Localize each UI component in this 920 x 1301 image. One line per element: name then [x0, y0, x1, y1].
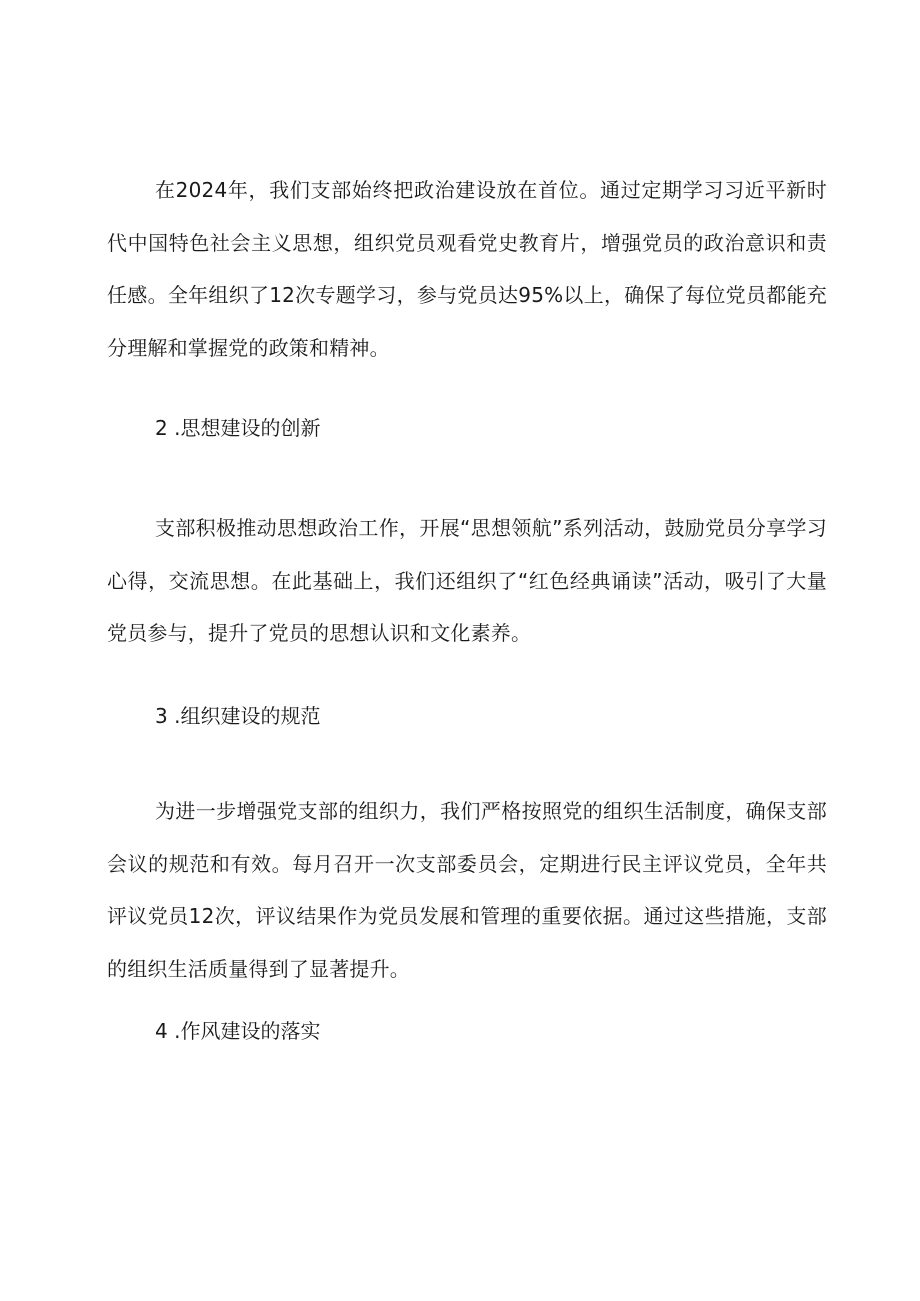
section-heading-work-style-building: 4 .作风建设的落实	[155, 1019, 321, 1043]
paragraph-organizational-building: 为进一步增强党支部的组织力，我们严格按照党的组织生活制度，确保支部会议的规范和有效。每月召开一次支部委员会，定期进行民主评议党员，全年共评议党员12次，评议结果作为党员发展和管理的重要依据。通过这些措施，支部的组织生活质量得到了显著提升。	[107, 799, 827, 981]
section-heading-organizational-building: 3 .组织建设的规范	[155, 704, 321, 728]
paragraph-ideological-building: 支部积极推动思想政治工作，开展“思想领航”系列活动，鼓励党员分享学习心得，交流思想。在此基础上，我们还组织了“红色经典诵读”活动，吸引了大量党员参与，提升了党员的思想认识和文化素养。	[107, 516, 827, 645]
section-heading-ideological-building: 2 .思想建设的创新	[155, 416, 321, 440]
paragraph-political-building: 在2024年，我们支部始终把政治建设放在首位。通过定期学习习近平新时代中国特色社会主义思想，组织党员观看党史教育片，增强党员的政治意识和责任感。全年组织了12次专题学习，参与党员达95%以上，确保了每位党员都能充分理解和掌握党的政策和精神。	[107, 178, 827, 360]
